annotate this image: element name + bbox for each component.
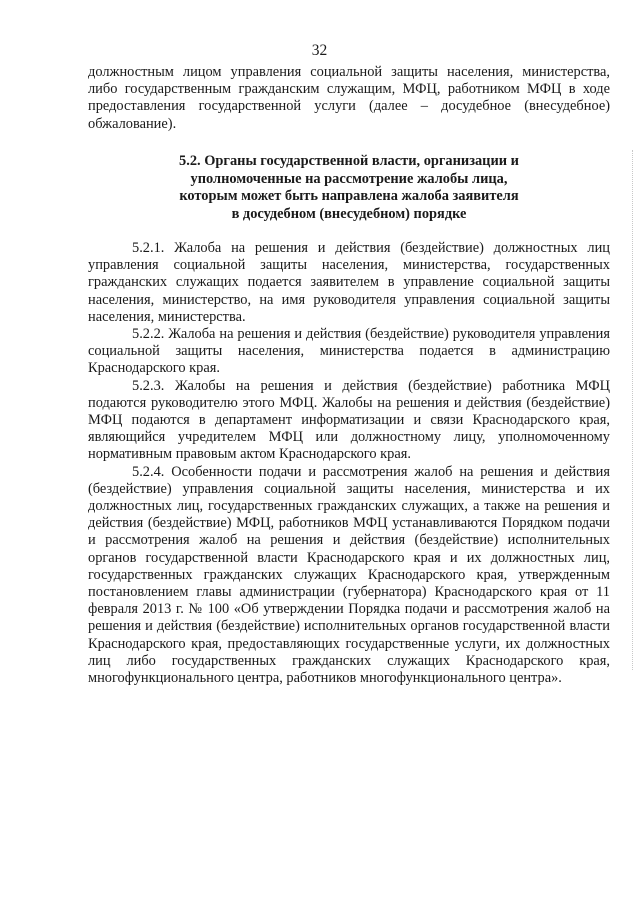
paragraph-5-2-3: 5.2.3. Жалобы на решения и действия (бездействие) работника МФЦ подаются руководителю этого МФЦ. Жалобы на решения и действия (бездействие) МФЦ подаются в департамент информатизации и связи Краснодарского края, являющийся учредителем МФЦ или должностному лицу, уполномоченному нормативным правовым актом Краснодарского края. [88,377,610,463]
scan-edge-mark [631,150,633,670]
intro-paragraph: должностным лицом управления социальной защиты населения, министерства, либо государственным гражданским служащим, МФЦ, работником МФЦ в ходе предоставления государственной услуги (далее – досудебное (внесудебное) обжалование). [88,64,610,132]
paragraph-5-2-1: 5.2.1. Жалоба на решения и действия (бездействие) должностных лиц управления социальной защиты населения, министерства, государственных гражданских служащих подается заявителем в управление социальной защиты населения, министерство, на имя руководителя управления социальной защиты населения, министерства. [88,240,610,325]
section-heading-line: которым может быть направлена жалоба заявителя [179,188,519,205]
paragraph-5-2-4: 5.2.4. Особенности подачи и рассмотрения жалоб на решения и действия (бездействие) управления социальной защиты населения, министерства и их должностных лиц, государственных гражданских служащих, а также на решения и действия (бездействие) МФЦ, работников МФЦ устанавливаются Порядком подачи и рассмотрения жалоб на решения и действия (бездействие) исполнительных органов государственной власти Краснодарского края и их должностных лиц, государственных гражданских служащих Краснодарского края, утвержденным постановлением главы администрации (губернатора) Краснодарского края от 11 февраля 2013 г. № 100 «Об утверждении Порядка подачи и рассмотрения жалоб на решения и действия (бездействие) исполнительных органов государственной власти Краснодарского края, предоставляющих государственные услуги, их должностных лиц либо государственных гражданских служащих Краснодарского края, многофункционального центра, работников многофункционального центра». [88,463,610,687]
section-body [88,240,610,687]
section-heading-line: уполномоченные на рассмотрение жалобы лица, [190,170,508,187]
page-number: 32 [311,42,328,59]
section-heading-line: 5.2. Органы государственной власти, организации и [179,153,519,169]
section-heading-line: в досудебном (внесудебном) порядке [231,205,467,222]
paragraph-5-2-2: 5.2.2. Жалоба на решения и действия (бездействие) руководителя управления социальной защиты населения, министерства подается в администрацию Краснодарского края. [88,326,610,377]
section-heading [88,153,610,223]
